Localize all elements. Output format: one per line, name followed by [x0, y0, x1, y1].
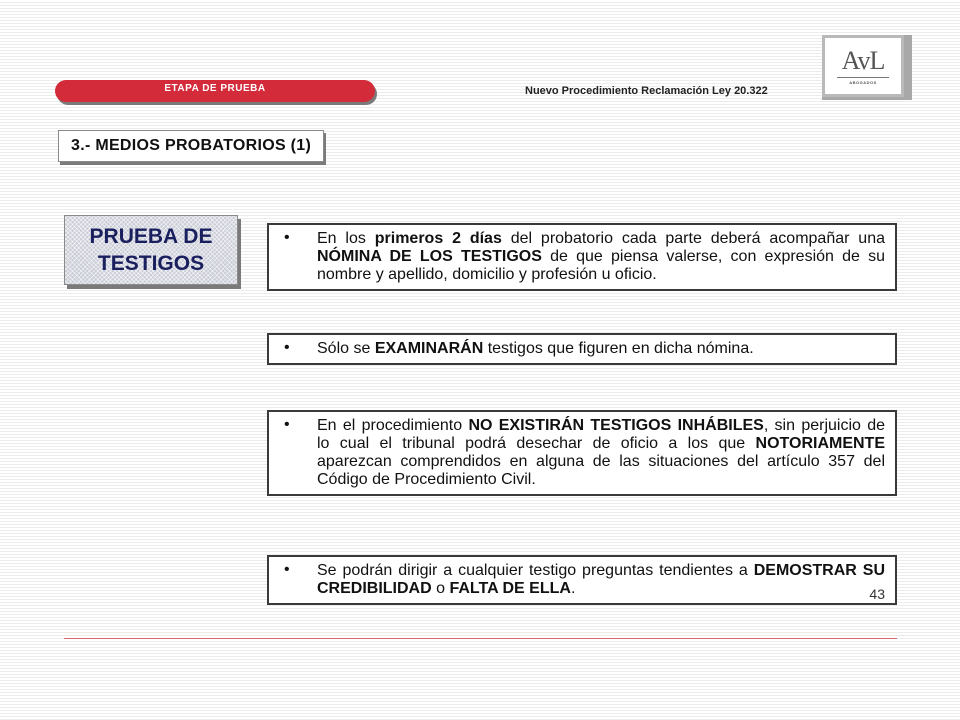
page-number: 43: [869, 586, 885, 602]
body-text: .: [570, 580, 576, 597]
bullet-icon: •: [284, 229, 290, 246]
body-text: del probatorio cada parte deberá acompañar una: [501, 230, 885, 247]
body-text: En los: [317, 230, 375, 247]
body-text: de que piensa valerse, con expresión de su nombre y apellido, domicilio y profesión u oficio.: [317, 248, 886, 283]
section-title: 3.- MEDIOS PROBATORIOS (1): [58, 130, 324, 162]
emphasis-text: FALTA DE ELLA: [449, 580, 571, 597]
emphasis-text: NO EXISTIRÁN TESTIGOS INHÁBILES: [468, 417, 764, 434]
bullet-icon: •: [284, 561, 290, 578]
bullet-icon: •: [284, 416, 290, 433]
topic-line-2: TESTIGOS: [97, 252, 205, 275]
topic-box: [64, 215, 238, 285]
body-text: En el procedimiento: [317, 417, 469, 434]
emphasis-text: NÓMINA DE LOS TESTIGOS: [317, 248, 542, 265]
bullet-card-1: [267, 223, 897, 291]
body-text: o: [431, 580, 450, 597]
body-text: , sin perjuicio de lo cual el tribunal podrá desechar de oficio a los que: [317, 417, 885, 452]
logo-subtext: ABOGADOS: [849, 79, 877, 85]
body-text: Se podrán dirigir a cualquier testigo preguntas tendientes a: [317, 562, 754, 579]
bullet-card-4: [267, 555, 897, 605]
stage-badge: ETAPA DE PRUEBA: [55, 80, 375, 102]
emphasis-text: DEMOSTRAR SU CREDIBILIDAD: [317, 562, 885, 597]
logo-divider: [837, 77, 889, 78]
bullet-text-2: [317, 340, 754, 357]
firm-logo: [822, 35, 904, 97]
emphasis-text: primeros 2 días: [374, 230, 502, 247]
bullet-card-3: [267, 410, 897, 496]
bullet-card-2: [267, 333, 897, 365]
header-subtitle: Nuevo Procedimiento Reclamación Ley 20.322: [525, 85, 768, 97]
bullet-text-1: [317, 230, 885, 283]
logo-mark: AvL: [841, 45, 885, 75]
topic-line-1: PRUEBA DE: [89, 225, 213, 248]
emphasis-text: EXAMINARÁN: [374, 340, 484, 357]
footer-divider: [64, 638, 897, 639]
body-text: aparezcan comprendidos en alguna de las situaciones del artículo 357 del Código de Procedimiento Civil.: [317, 453, 885, 488]
body-text: testigos que figuren en dicha nómina.: [483, 340, 754, 357]
bullet-text-4: [317, 562, 885, 597]
bullet-text-3: [317, 417, 885, 488]
body-text: Sólo se: [317, 340, 375, 357]
bullet-icon: •: [284, 339, 290, 356]
emphasis-text: NOTORIAMENTE: [755, 435, 885, 452]
